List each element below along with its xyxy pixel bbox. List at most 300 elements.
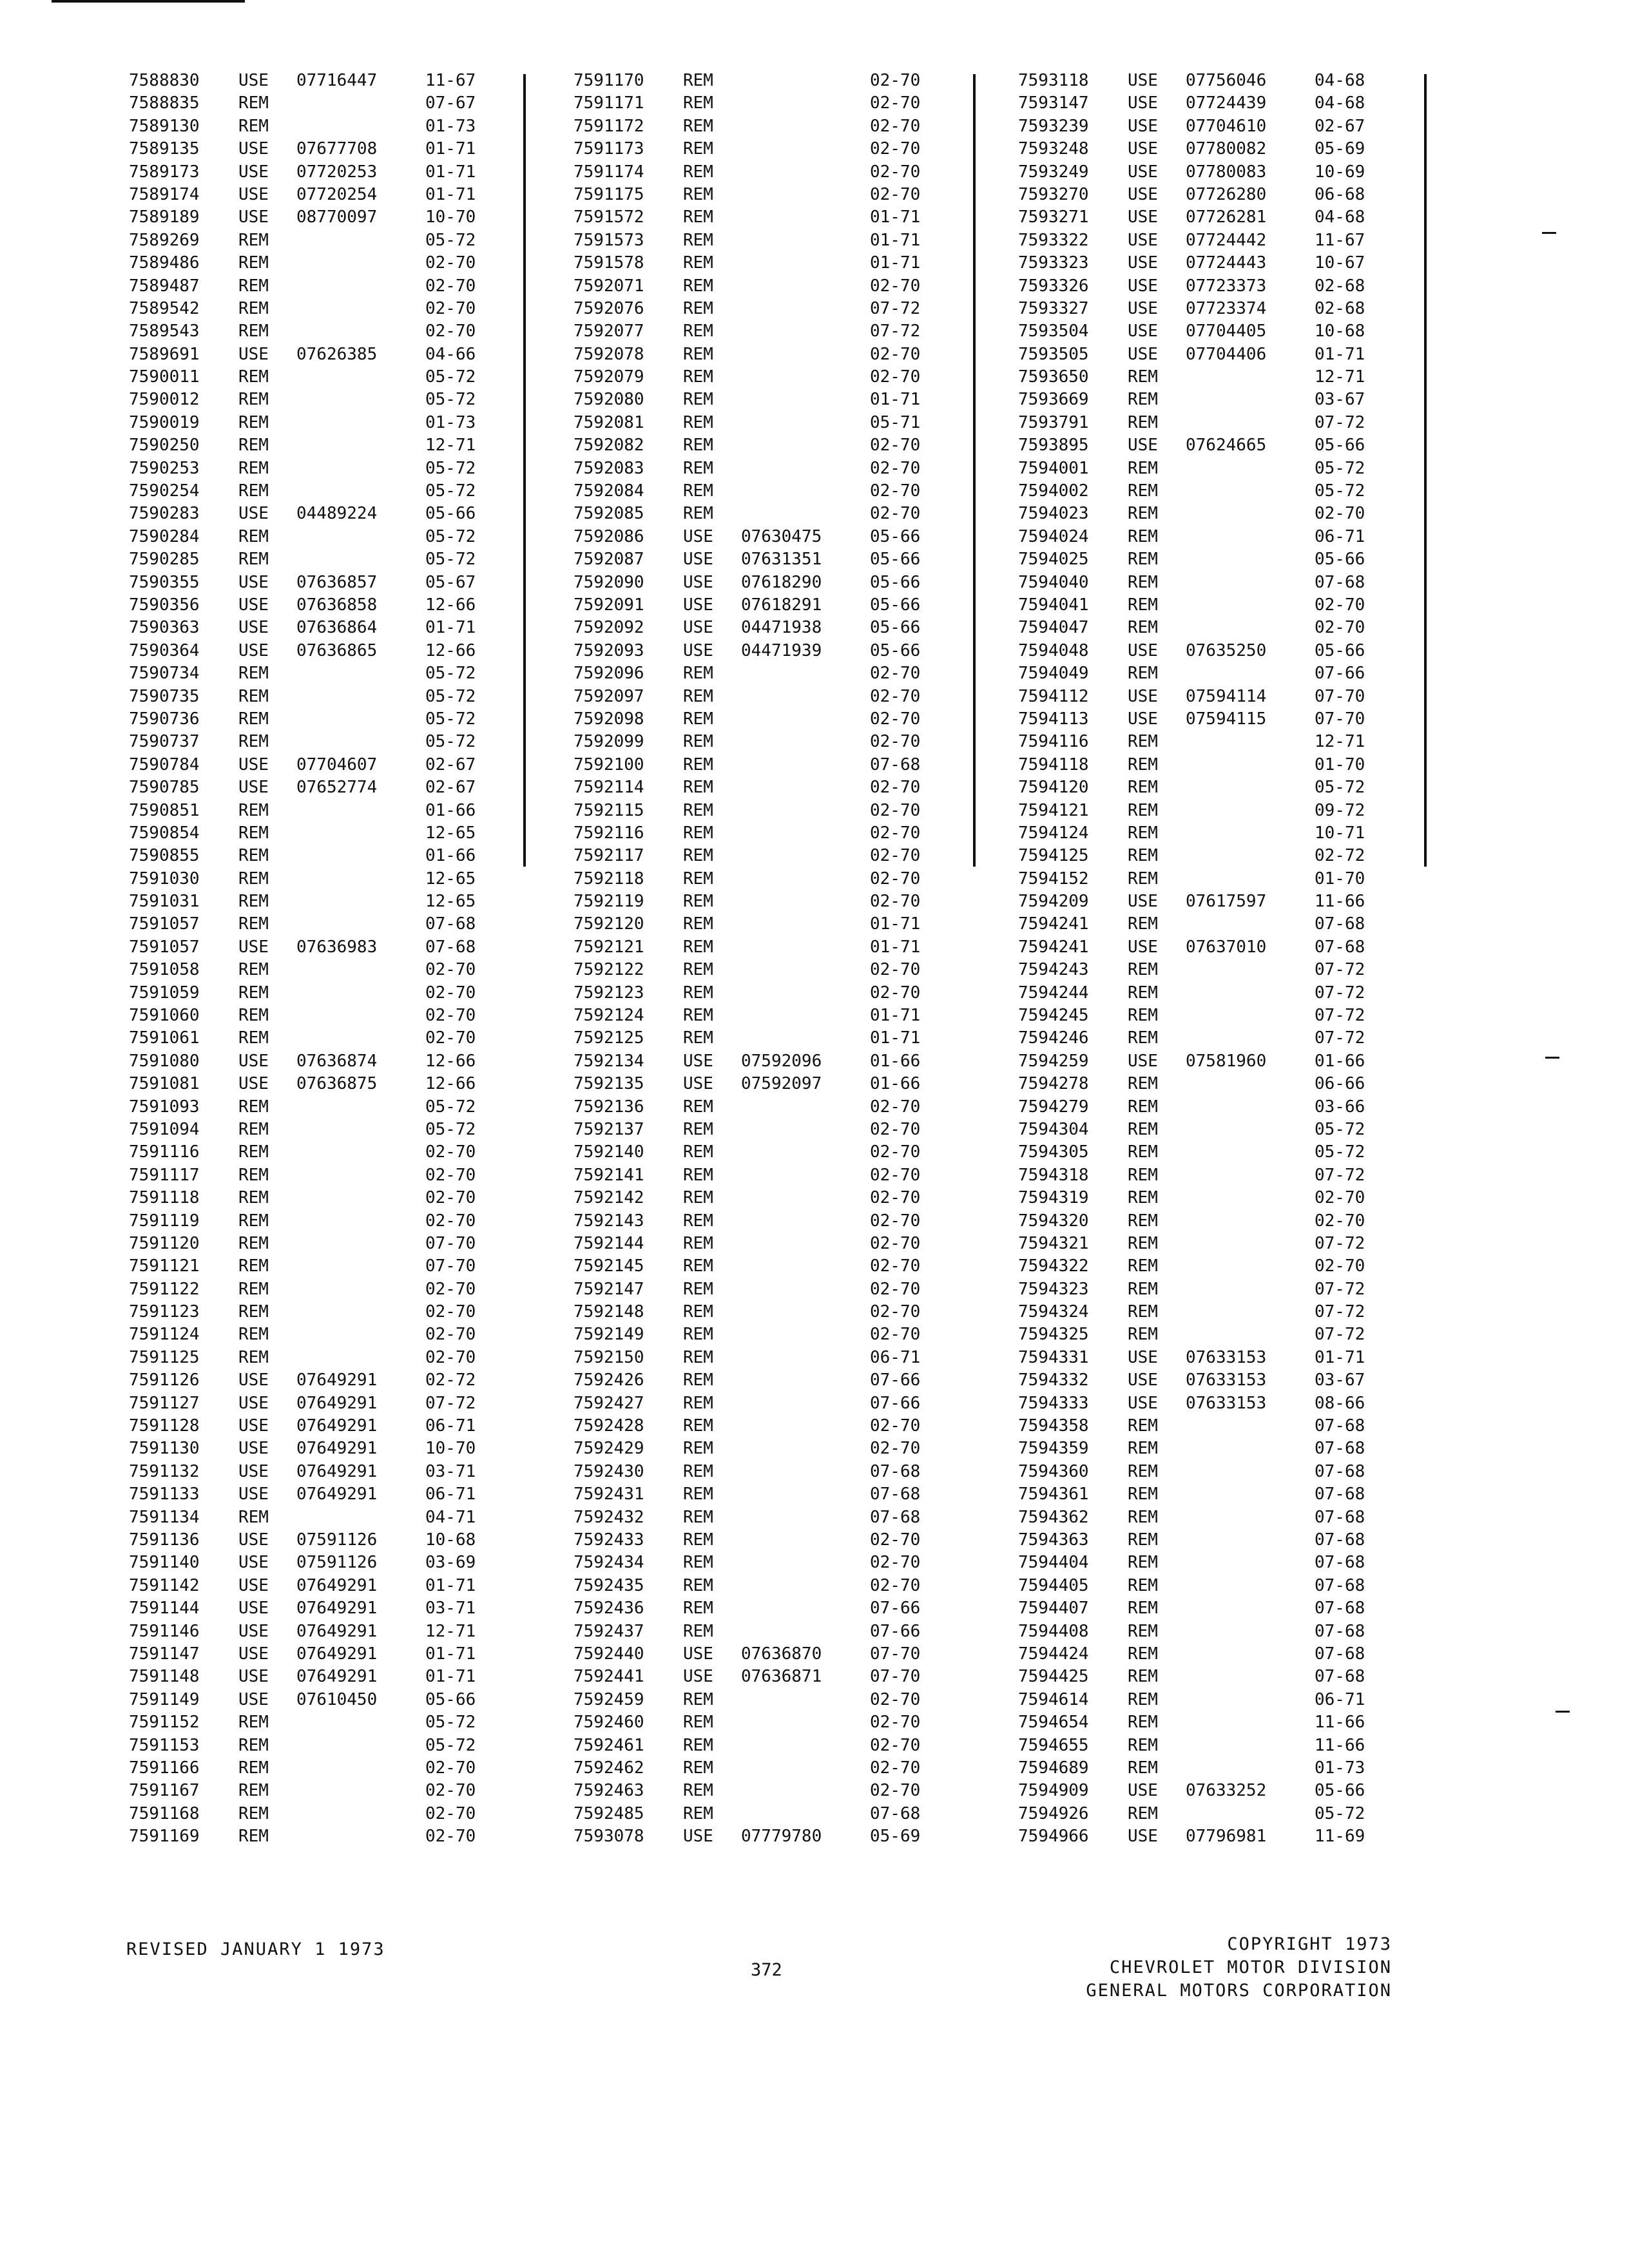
part-number: 7591127 — [129, 1393, 200, 1413]
part-number: 7589173 — [129, 162, 200, 182]
action-code: REM — [683, 1006, 713, 1026]
replacement-part-number: 07649291 — [296, 1667, 378, 1687]
part-number: 7592093 — [574, 640, 644, 660]
action-code: REM — [1128, 1416, 1158, 1436]
effective-date: 07-72 — [1315, 1302, 1365, 1322]
effective-date: 02-70 — [425, 1758, 476, 1778]
replacement-part-number: 07592097 — [741, 1074, 822, 1094]
part-number: 7592145 — [574, 1256, 644, 1276]
part-row — [129, 298, 516, 320]
replacement-part-number: 07704405 — [1186, 322, 1267, 341]
effective-date: 11-67 — [425, 71, 476, 90]
part-number: 7592086 — [574, 526, 644, 546]
replacement-part-number: 07636983 — [296, 937, 378, 957]
action-code: REM — [683, 116, 713, 136]
effective-date: 01-71 — [425, 162, 476, 182]
action-code: USE — [1128, 322, 1158, 341]
part-number: 7594408 — [1018, 1621, 1089, 1641]
action-code: USE — [238, 1051, 269, 1071]
effective-date: 06-66 — [1315, 1074, 1365, 1094]
part-number: 7593895 — [1018, 436, 1089, 456]
part-row — [129, 662, 516, 685]
effective-date: 02-70 — [870, 1279, 921, 1299]
effective-date: 06-71 — [1315, 526, 1365, 546]
effective-date: 02-70 — [425, 1827, 476, 1847]
effective-date: 05-72 — [425, 481, 476, 501]
effective-date: 05-66 — [870, 572, 921, 592]
action-code: USE — [1128, 71, 1158, 90]
action-code: REM — [683, 823, 713, 843]
effective-date: 05-72 — [1315, 1119, 1365, 1139]
part-number: 7591170 — [574, 71, 644, 90]
part-row — [1018, 503, 1405, 525]
action-code: USE — [238, 1689, 269, 1709]
effective-date: 07-68 — [1315, 1416, 1365, 1436]
part-number: 7594209 — [1018, 892, 1089, 912]
action-code: REM — [1128, 1667, 1158, 1687]
part-row — [1018, 1620, 1405, 1643]
action-code: REM — [683, 983, 713, 1003]
part-row — [1018, 662, 1405, 685]
action-code: REM — [238, 1211, 269, 1231]
effective-date: 11-66 — [1315, 1735, 1365, 1755]
part-row — [574, 1369, 960, 1392]
effective-date: 03-71 — [425, 1461, 476, 1481]
action-code: REM — [1128, 914, 1158, 934]
replacement-part-number: 07649291 — [296, 1644, 378, 1664]
effective-date: 04-71 — [425, 1507, 476, 1527]
action-code: REM — [238, 276, 269, 296]
part-row — [129, 1278, 516, 1301]
effective-date: 02-67 — [425, 754, 476, 774]
part-number: 7591144 — [129, 1599, 200, 1619]
part-row — [574, 1004, 960, 1027]
action-code: REM — [683, 1689, 713, 1709]
action-code: REM — [683, 892, 713, 912]
part-number: 7592097 — [574, 686, 644, 706]
action-code: REM — [683, 253, 713, 273]
effective-date: 05-72 — [425, 686, 476, 706]
action-code: REM — [238, 322, 269, 341]
action-code: REM — [1128, 618, 1158, 638]
effective-date: 02-67 — [425, 778, 476, 798]
part-number: 7592082 — [574, 436, 644, 456]
effective-date: 07-70 — [870, 1644, 921, 1664]
part-number: 7594654 — [1018, 1713, 1089, 1733]
effective-date: 01-71 — [870, 253, 921, 273]
part-row — [574, 1620, 960, 1643]
action-code: REM — [238, 526, 269, 546]
action-code: REM — [1128, 732, 1158, 752]
part-row — [1018, 412, 1405, 434]
effective-date: 01-71 — [1315, 1347, 1365, 1367]
effective-date: 07-68 — [870, 754, 921, 774]
replacement-part-number: 07635250 — [1186, 640, 1267, 660]
action-code: USE — [683, 550, 713, 570]
effective-date: 12-66 — [425, 1074, 476, 1094]
part-row — [129, 959, 516, 981]
part-row — [1018, 594, 1405, 617]
part-number: 7594614 — [1018, 1689, 1089, 1709]
action-code: REM — [1128, 1188, 1158, 1208]
replacement-part-number: 07592096 — [741, 1051, 822, 1071]
replacement-part-number: 07756046 — [1186, 71, 1267, 90]
action-code: REM — [238, 846, 269, 866]
part-number: 7591149 — [129, 1689, 200, 1709]
part-row — [129, 1597, 516, 1620]
replacement-part-number: 07633153 — [1186, 1393, 1267, 1413]
part-row — [129, 1210, 516, 1233]
action-code: USE — [683, 1051, 713, 1071]
effective-date: 02-70 — [870, 823, 921, 843]
effective-date: 01-71 — [425, 1667, 476, 1687]
effective-date: 01-71 — [870, 1006, 921, 1026]
part-number: 7591057 — [129, 914, 200, 934]
effective-date: 07-68 — [1315, 1507, 1365, 1527]
action-code: USE — [1128, 709, 1158, 729]
part-row — [129, 1780, 516, 1802]
part-row — [1018, 161, 1405, 184]
part-row — [129, 115, 516, 138]
edge-tick-mark — [1542, 232, 1556, 234]
effective-date: 02-70 — [425, 1302, 476, 1322]
action-code: REM — [1128, 1758, 1158, 1778]
part-row — [1018, 320, 1405, 343]
part-number: 7594359 — [1018, 1439, 1089, 1459]
part-number: 7591140 — [129, 1553, 200, 1573]
action-code: REM — [1128, 1211, 1158, 1231]
part-row — [1018, 1506, 1405, 1529]
replacement-part-number: 07649291 — [296, 1575, 378, 1595]
part-number: 7592080 — [574, 390, 644, 410]
replacement-part-number: 07636857 — [296, 572, 378, 592]
replacement-part-number: 07716447 — [296, 71, 378, 90]
part-row — [1018, 1050, 1405, 1073]
part-row — [129, 480, 516, 503]
part-row — [574, 115, 960, 138]
part-row — [1018, 1233, 1405, 1255]
part-number: 7592117 — [574, 846, 644, 866]
part-row — [129, 1620, 516, 1643]
action-code: REM — [683, 1735, 713, 1755]
part-number: 7591572 — [574, 207, 644, 227]
revision-note: REVISED JANUARY 1 1973 — [126, 1939, 385, 1959]
action-code: REM — [1128, 1621, 1158, 1641]
part-number: 7592118 — [574, 869, 644, 889]
replacement-part-number: 07610450 — [296, 1689, 378, 1709]
part-number: 7590019 — [129, 412, 200, 432]
action-code: REM — [238, 230, 269, 250]
part-row — [129, 320, 516, 343]
part-number: 7592427 — [574, 1393, 644, 1413]
action-code: REM — [238, 458, 269, 478]
action-code: REM — [1128, 1553, 1158, 1573]
part-number: 7594425 — [1018, 1667, 1089, 1687]
part-row — [129, 70, 516, 92]
part-number: 7593270 — [1018, 184, 1089, 204]
part-row — [574, 1301, 960, 1323]
part-row — [129, 434, 516, 457]
part-row — [129, 1735, 516, 1757]
action-code: REM — [1128, 458, 1158, 478]
part-number: 7592115 — [574, 800, 644, 820]
effective-date: 02-70 — [870, 1530, 921, 1550]
action-code: REM — [1128, 550, 1158, 570]
part-row — [1018, 1119, 1405, 1141]
part-number: 7592124 — [574, 1006, 644, 1026]
action-code: REM — [238, 1097, 269, 1117]
part-row — [129, 845, 516, 867]
effective-date: 02-70 — [870, 1325, 921, 1345]
part-row — [574, 206, 960, 229]
effective-date: 07-68 — [1315, 1621, 1365, 1641]
part-row — [574, 572, 960, 594]
part-number: 7591173 — [574, 139, 644, 159]
part-row — [129, 708, 516, 731]
part-number: 7593271 — [1018, 207, 1089, 227]
part-number: 7594120 — [1018, 778, 1089, 798]
part-row — [1018, 457, 1405, 480]
part-number: 7594025 — [1018, 550, 1089, 570]
part-row — [1018, 800, 1405, 822]
action-code: REM — [1128, 983, 1158, 1003]
effective-date: 04-68 — [1315, 207, 1365, 227]
action-code: REM — [683, 481, 713, 501]
effective-date: 05-72 — [425, 1713, 476, 1733]
action-code: REM — [1128, 1644, 1158, 1664]
effective-date: 02-70 — [870, 1758, 921, 1778]
part-number: 7593323 — [1018, 253, 1089, 273]
part-number: 7591060 — [129, 1006, 200, 1026]
action-code: REM — [238, 1507, 269, 1527]
effective-date: 02-70 — [1315, 618, 1365, 638]
action-code: REM — [1128, 823, 1158, 843]
effective-date: 12-71 — [425, 436, 476, 456]
effective-date: 07-72 — [1315, 1165, 1365, 1185]
part-number: 7591116 — [129, 1142, 200, 1162]
part-row — [1018, 1575, 1405, 1597]
action-code: REM — [1128, 595, 1158, 615]
part-row — [574, 800, 960, 822]
action-code: REM — [238, 823, 269, 843]
part-row — [129, 1506, 516, 1529]
replacement-part-number: 07636875 — [296, 1074, 378, 1094]
part-row — [1018, 434, 1405, 457]
part-number: 7592099 — [574, 732, 644, 752]
part-row — [574, 1073, 960, 1095]
part-number: 7591061 — [129, 1028, 200, 1048]
part-row — [574, 1119, 960, 1141]
replacement-part-number: 07649291 — [296, 1461, 378, 1481]
part-row — [129, 776, 516, 799]
part-row — [1018, 1301, 1405, 1323]
part-row — [129, 1233, 516, 1255]
action-code: USE — [238, 1575, 269, 1595]
parts-column-1 — [129, 70, 516, 1848]
part-row — [574, 868, 960, 890]
effective-date: 02-70 — [870, 1188, 921, 1208]
action-code: REM — [683, 230, 713, 250]
part-row — [129, 1437, 516, 1460]
replacement-part-number: 07594114 — [1186, 686, 1267, 706]
part-number: 7591125 — [129, 1347, 200, 1367]
action-code: USE — [1128, 344, 1158, 364]
action-code: REM — [683, 800, 713, 820]
action-code: REM — [683, 1575, 713, 1595]
action-code: USE — [1128, 162, 1158, 182]
part-number: 7592143 — [574, 1211, 644, 1231]
part-row — [1018, 206, 1405, 229]
part-number: 7594048 — [1018, 640, 1089, 660]
effective-date: 07-68 — [870, 1461, 921, 1481]
action-code: USE — [1128, 139, 1158, 159]
part-row — [1018, 526, 1405, 548]
action-code: REM — [238, 253, 269, 273]
part-number: 7593327 — [1018, 298, 1089, 318]
replacement-part-number: 07723374 — [1186, 298, 1267, 318]
part-number: 7592120 — [574, 914, 644, 934]
part-row — [574, 1552, 960, 1574]
effective-date: 05-72 — [425, 709, 476, 729]
action-code: USE — [1128, 1781, 1158, 1801]
action-code: USE — [683, 595, 713, 615]
part-number: 7589130 — [129, 116, 200, 136]
effective-date: 07-72 — [1315, 1006, 1365, 1026]
action-code: REM — [238, 1256, 269, 1276]
action-code: USE — [1128, 230, 1158, 250]
part-number: 7592430 — [574, 1461, 644, 1481]
effective-date: 03-66 — [1315, 1097, 1365, 1117]
effective-date: 07-68 — [1315, 1553, 1365, 1573]
part-row — [129, 92, 516, 115]
effective-date: 10-68 — [1315, 322, 1365, 341]
effective-date: 01-73 — [425, 116, 476, 136]
part-row — [1018, 890, 1405, 913]
part-row — [1018, 343, 1405, 366]
part-number: 7589135 — [129, 139, 200, 159]
effective-date: 12-65 — [425, 823, 476, 843]
replacement-part-number: 07630475 — [741, 526, 822, 546]
action-code: REM — [238, 93, 269, 113]
effective-date: 02-70 — [425, 1006, 476, 1026]
part-row — [1018, 845, 1405, 867]
part-row — [1018, 959, 1405, 981]
part-number: 7592485 — [574, 1803, 644, 1823]
part-number: 7592096 — [574, 664, 644, 684]
action-code: REM — [1128, 1074, 1158, 1094]
part-row — [1018, 776, 1405, 799]
action-code: REM — [1128, 1097, 1158, 1117]
part-number: 7591094 — [129, 1119, 200, 1139]
part-row — [129, 229, 516, 252]
action-code: USE — [1128, 93, 1158, 113]
effective-date: 10-67 — [1315, 253, 1365, 273]
part-number: 7591573 — [574, 230, 644, 250]
action-code: USE — [683, 572, 713, 592]
replacement-part-number: 07636858 — [296, 595, 378, 615]
replacement-part-number: 07724442 — [1186, 230, 1267, 250]
part-number: 7594424 — [1018, 1644, 1089, 1664]
part-row — [1018, 1461, 1405, 1483]
effective-date: 05-66 — [425, 504, 476, 524]
part-number: 7594363 — [1018, 1530, 1089, 1550]
part-row — [574, 1689, 960, 1711]
part-row — [129, 548, 516, 571]
part-number: 7592435 — [574, 1575, 644, 1595]
action-code: REM — [683, 1211, 713, 1231]
effective-date: 02-70 — [425, 1142, 476, 1162]
replacement-part-number: 07780083 — [1186, 162, 1267, 182]
replacement-part-number: 07796981 — [1186, 1827, 1267, 1847]
effective-date: 03-71 — [425, 1599, 476, 1619]
part-number: 7592090 — [574, 572, 644, 592]
action-code: REM — [683, 1165, 713, 1185]
action-code: REM — [238, 116, 269, 136]
part-number: 7594241 — [1018, 937, 1089, 957]
action-code: REM — [683, 1781, 713, 1801]
part-row — [574, 1757, 960, 1780]
part-row — [574, 1233, 960, 1255]
action-code: REM — [683, 960, 713, 980]
part-row — [129, 1050, 516, 1073]
part-number: 7592091 — [574, 595, 644, 615]
action-code: REM — [238, 664, 269, 684]
part-number: 7591122 — [129, 1279, 200, 1299]
part-number: 7591148 — [129, 1667, 200, 1687]
effective-date: 02-68 — [1315, 276, 1365, 296]
effective-date: 02-70 — [870, 116, 921, 136]
action-code: REM — [1128, 778, 1158, 798]
action-code: REM — [683, 1530, 713, 1550]
part-number: 7588830 — [129, 71, 200, 90]
part-number: 7592433 — [574, 1530, 644, 1550]
effective-date: 02-70 — [425, 983, 476, 1003]
effective-date: 02-70 — [870, 1416, 921, 1436]
part-row — [129, 366, 516, 389]
part-number: 7592121 — [574, 937, 644, 957]
part-row — [129, 1803, 516, 1825]
action-code: REM — [683, 1347, 713, 1367]
replacement-part-number: 07624665 — [1186, 436, 1267, 456]
effective-date: 01-71 — [1315, 344, 1365, 364]
effective-date: 09-72 — [1315, 800, 1365, 820]
part-row — [129, 1689, 516, 1711]
part-row — [574, 1780, 960, 1802]
action-code: REM — [238, 1325, 269, 1345]
part-number: 7590785 — [129, 778, 200, 798]
part-number: 7589189 — [129, 207, 200, 227]
action-code: USE — [1128, 1370, 1158, 1390]
effective-date: 02-70 — [870, 71, 921, 90]
effective-date: 07-70 — [425, 1233, 476, 1253]
part-row — [1018, 731, 1405, 753]
effective-date: 07-68 — [1315, 1461, 1365, 1481]
action-code: REM — [238, 800, 269, 820]
part-row — [574, 320, 960, 343]
effective-date: 07-68 — [1315, 1530, 1365, 1550]
effective-date: 07-70 — [1315, 709, 1365, 729]
effective-date: 07-68 — [1315, 1667, 1365, 1687]
effective-date: 02-70 — [425, 1781, 476, 1801]
effective-date: 12-65 — [425, 869, 476, 889]
action-code: REM — [238, 1119, 269, 1139]
effective-date: 05-66 — [870, 618, 921, 638]
action-code: REM — [238, 1827, 269, 1847]
effective-date: 02-70 — [870, 1735, 921, 1755]
part-number: 7594332 — [1018, 1370, 1089, 1390]
part-number: 7594279 — [1018, 1097, 1089, 1117]
part-row — [574, 662, 960, 685]
